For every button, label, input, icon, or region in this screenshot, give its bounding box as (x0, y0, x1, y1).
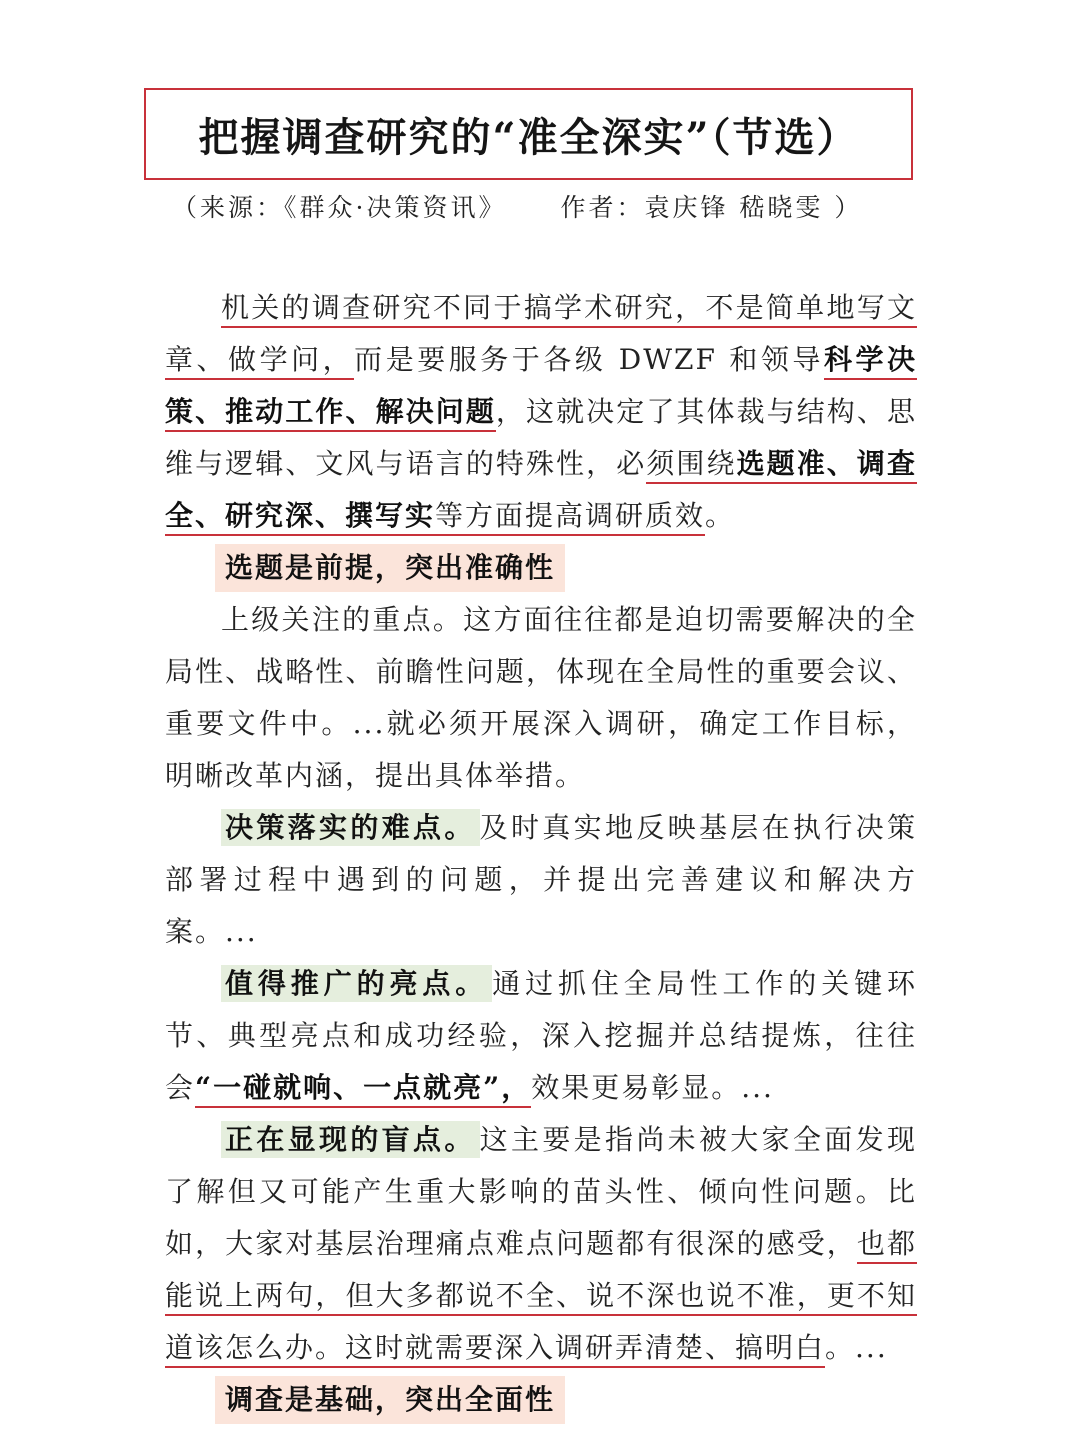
source-publication: （来源：《群众·决策资讯》 (172, 193, 507, 222)
source-authors: 作者：袁庆锋 嵇晓雯 ） (560, 193, 863, 222)
section-heading: 调查是基础，突出全面性 (215, 1376, 565, 1424)
underlined-text: 也都能说上两句，但大多都说不全、说不深也说不准，更不知道该怎么办。这时就需要深入调研弄清楚、搞明白 (165, 1227, 917, 1368)
section-heading: 选题是前提，突出准确性 (215, 544, 565, 592)
text: 这主要是指尚未被大家全面发现了解但又可能产生重大影响的苗头性、倾向性问题。比如，大家对基层治理痛点难点问题都有很深的感受， (165, 1123, 917, 1260)
text: 。 (705, 499, 736, 532)
text: 。... (825, 1331, 888, 1364)
highlight-lead: 决策落实的难点。 (221, 809, 480, 846)
underlined-text: 须围绕 (646, 447, 736, 484)
title-box (144, 88, 913, 180)
paragraph-difficulty (165, 802, 917, 958)
underlined-quote: “一碰就响、一点就亮”， (195, 1071, 531, 1108)
paragraph-highlights (165, 958, 917, 1114)
text: 及时真实地反映基层在执行决策部署过程中遇到的问题，并提出完善建议和解决方案。... (165, 811, 917, 948)
article-body (165, 282, 917, 1426)
section-heading-wrap (165, 1374, 917, 1426)
paragraph-blindspot (165, 1114, 917, 1374)
page-title: 把握调查研究的“准全深实”（节选） (198, 113, 859, 161)
text: 效果更易彰显。... (531, 1071, 774, 1104)
underlined-text: 机关的调查研究不同于搞学术研究，不是简单地写文章、做学问， (165, 291, 917, 380)
highlight-lead: 正在显现的盲点。 (221, 1121, 480, 1158)
highlight-lead: 值得推广的亮点。 (221, 965, 492, 1002)
intro-paragraph (165, 282, 917, 542)
text: 通过抓住全局性工作的关键环节、典型亮点和成功经验，深入挖掘并总结提炼，往往会 (165, 967, 917, 1104)
source-line (172, 188, 862, 224)
section-heading-wrap (165, 542, 917, 594)
underlined-text: 等方面提高调研质效 (435, 499, 705, 536)
underlined-bold-text: 选题准、调查全、研究深、撰写实 (165, 447, 917, 536)
paragraph-focus: 上级关注的重点。这方面往往都是迫切需要解决的全局性、战略性、前瞻性问题，体现在全局性的重要会议、重要文件中。...就必须开展深入调研，确定工作目标，明晰改革内涵，提出具体举措。 (165, 603, 917, 792)
text: 而是要服务于各级 DWZF 和领导 (354, 343, 824, 376)
underlined-bold-text: 科学决策、推动工作、解决问题 (165, 343, 917, 432)
text: ，这就决定了其体裁与结构、思维与逻辑、文风与语言的特殊性，必 (165, 395, 917, 480)
